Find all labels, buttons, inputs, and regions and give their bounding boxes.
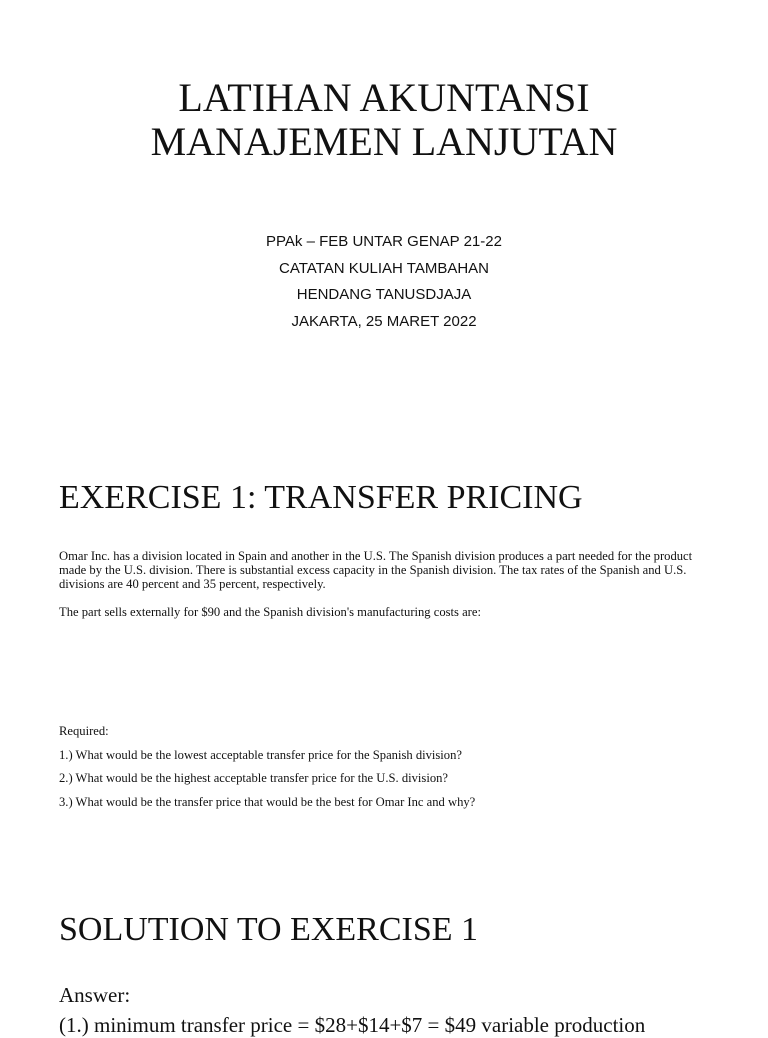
- solution-heading: SOLUTION TO EXERCISE 1: [59, 911, 479, 948]
- required-questions: [59, 724, 475, 818]
- title-line: LATIHAN AKUNTANSI: [178, 75, 590, 120]
- question-item: 3.) What would be the transfer price that would be the best for Omar Inc and why?: [59, 794, 476, 809]
- subtitle-course-notes: CATATAN KULIAH TAMBAHAN: [278, 259, 490, 277]
- answer-line: (1.) minimum transfer price = $28+$14+$7 = $49 variable production: [59, 1013, 646, 1037]
- exercise-heading: EXERCISE 1: TRANSFER PRICING: [59, 479, 583, 516]
- title-line: MANAJEMEN LANJUTAN: [150, 119, 618, 164]
- required-label: Required:: [59, 724, 109, 738]
- document-title: [0, 76, 768, 164]
- exercise-cost-intro: The part sells externally for $90 and the Spanish division's manufacturing costs are:: [59, 605, 481, 619]
- subtitle-program: PPAk – FEB UNTAR GENAP 21-22: [266, 233, 502, 250]
- document-subtitle: [0, 229, 768, 335]
- subtitle-author: HENDANG TANUSDJAJA: [296, 286, 472, 303]
- subtitle-date: JAKARTA, 25 MARET 2022: [291, 312, 477, 330]
- exercise-description: Omar Inc. has a division located in Spain and another in the U.S. The Spanish division produces a part needed for the product made by the U.S. division. There is substantial excess capacity in the Spanish division. The tax rates of the Spanish and U.S. divisions are 40 percent and 35 percent, respectively.: [59, 549, 693, 591]
- answer-label: Answer:: [59, 983, 131, 1007]
- question-item: 2.) What would be the highest acceptable transfer price for the U.S. division?: [59, 771, 448, 785]
- question-item: 1.) What would be the lowest acceptable transfer price for the Spanish division?: [59, 747, 462, 762]
